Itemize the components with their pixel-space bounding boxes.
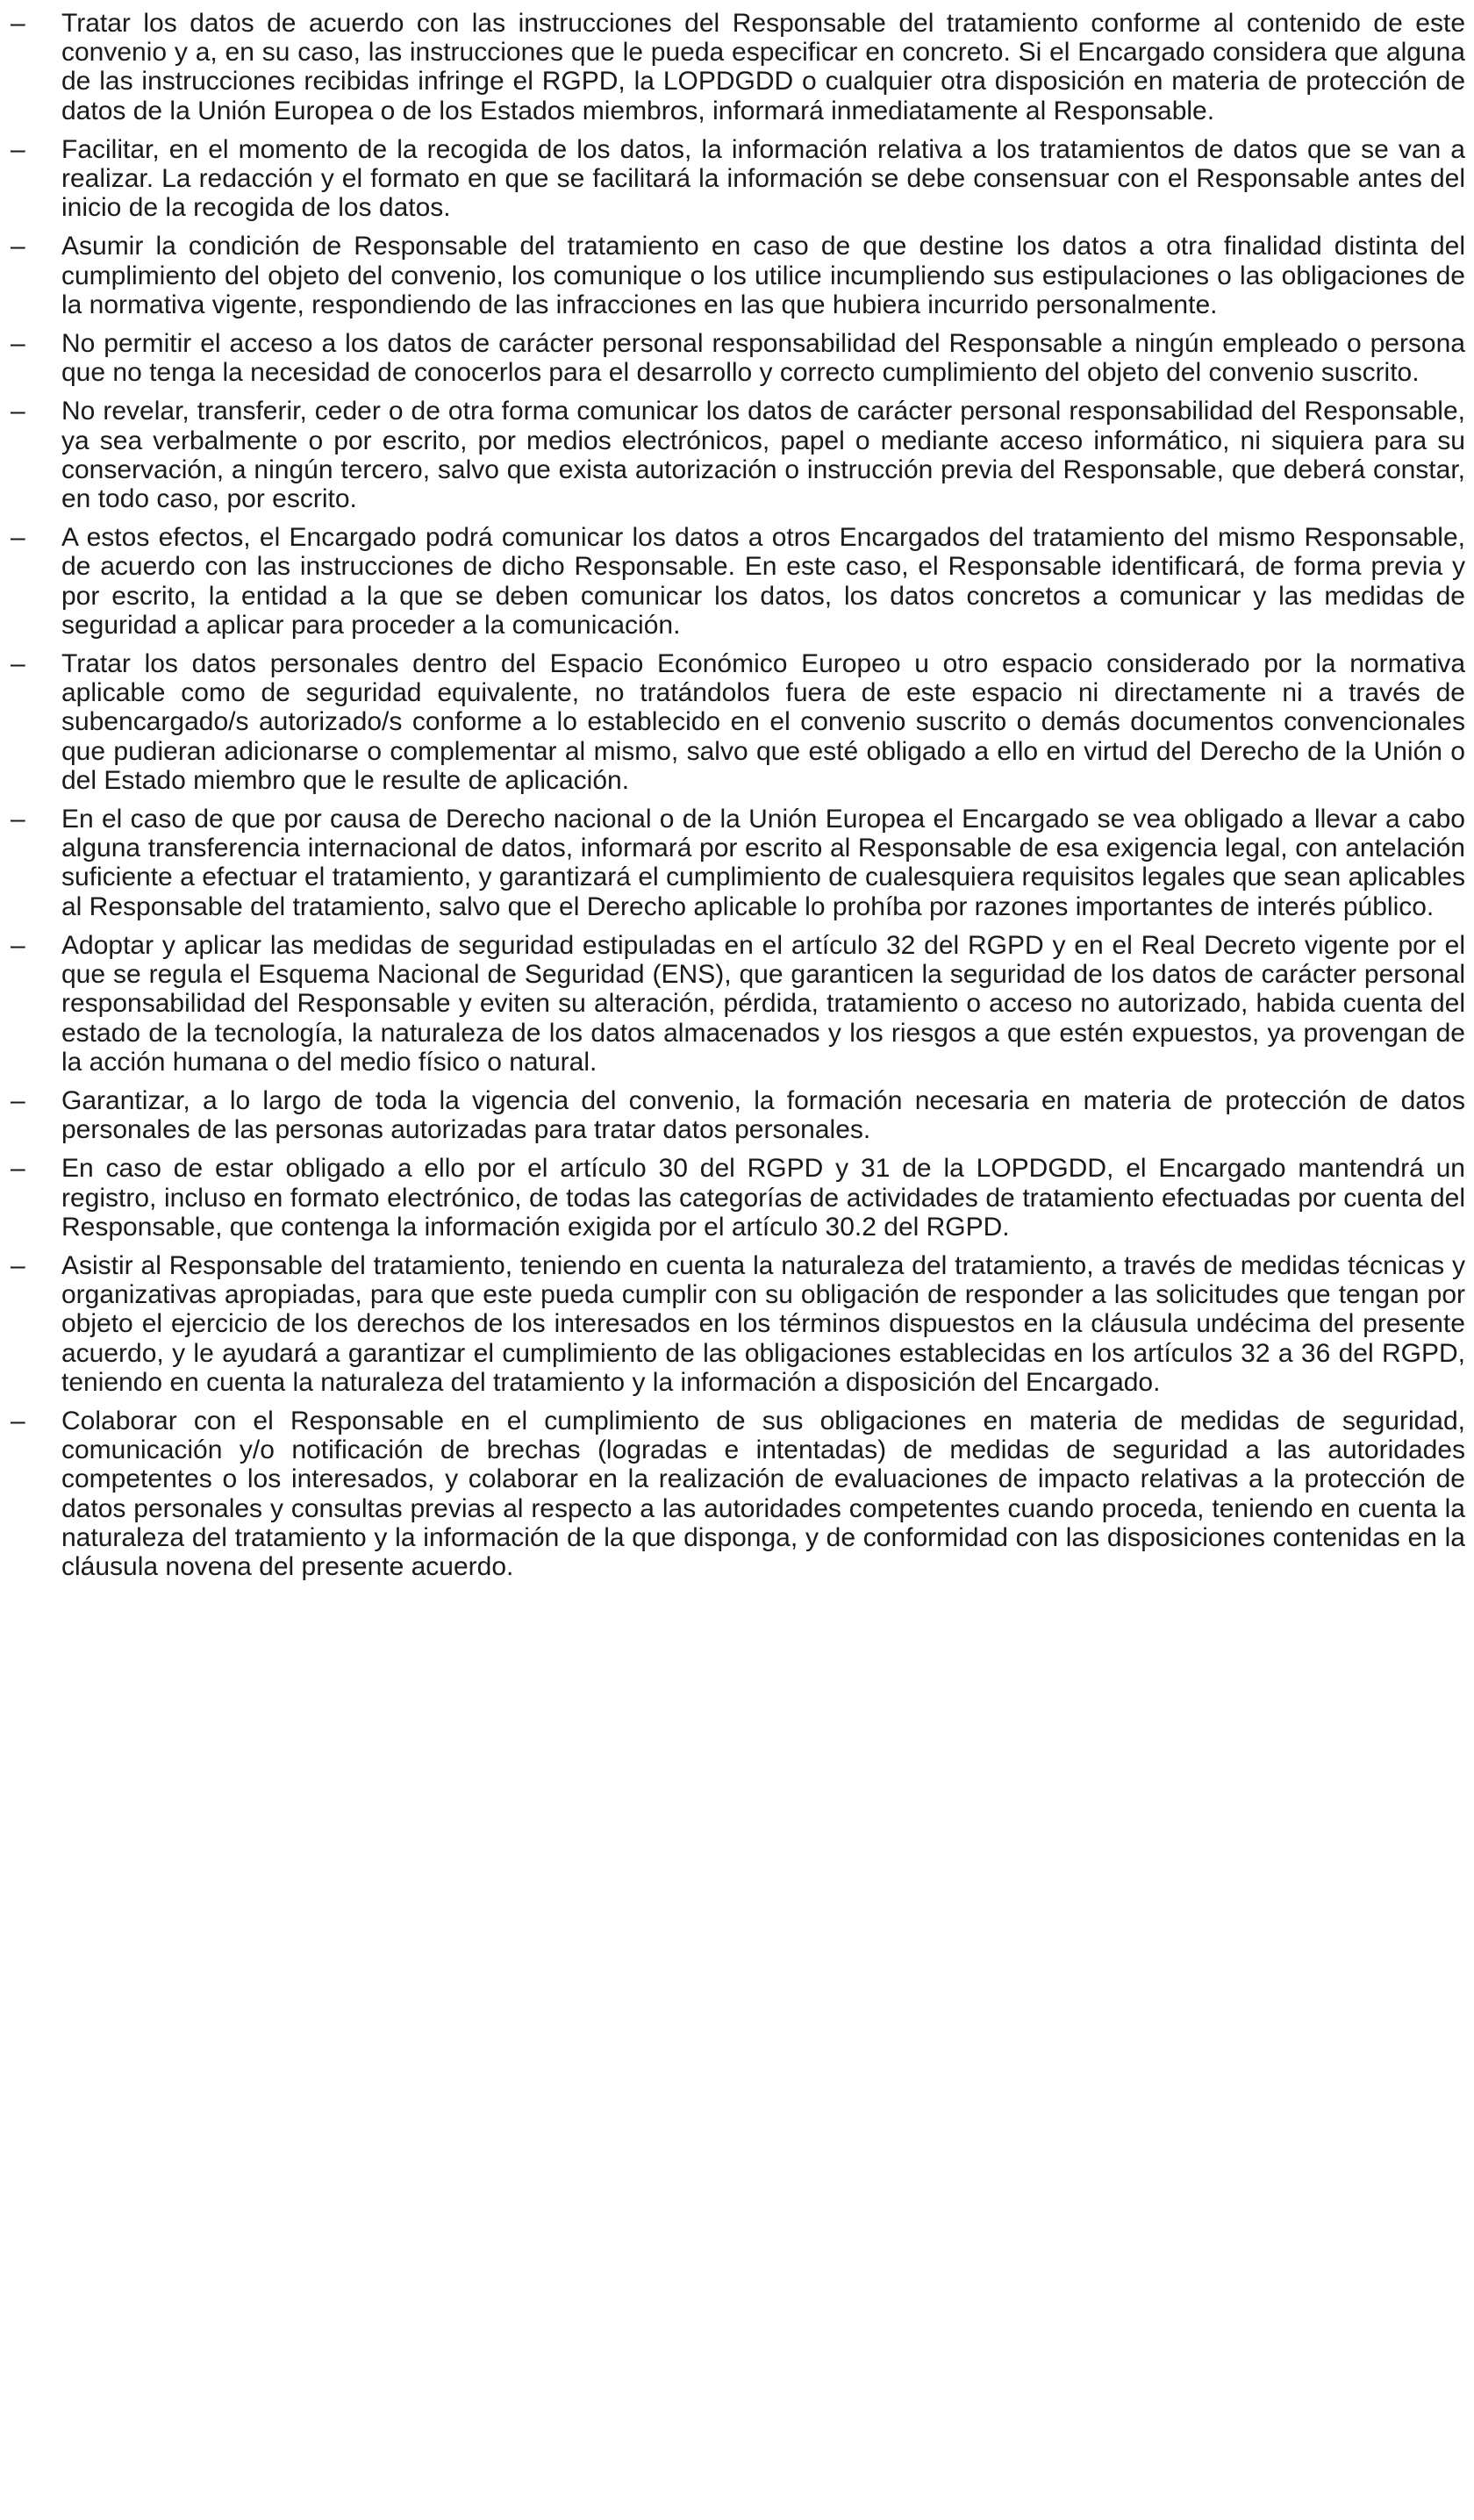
list-item-text: Tratar los datos personales dentro del Espacio Económico Europeo u otro espacio considerado por la normativa aplicable como de seguridad equivalente, no tratándolos fuera de este espacio ni directamente ni a través de subencargado/s autorizado/s conforme a lo establecido en el convenio suscrito o demás documentos convencionales que pudieran adicionarse o complementar al mismo, salvo que esté obligado a ello en virtud del Derecho de la Unión o del Estado miembro que le resulte de aplicación. [61,649,1465,795]
dash-bullet: – [11,1406,25,1435]
list-item-text: Asistir al Responsable del tratamiento, teniendo en cuenta la naturaleza del tratamiento, a través de medidas técnicas y organizativas apropiadas, para que este pueda cumplir con su obligación de responder a las solicitudes que tengan por objeto el ejercicio de los derechos de los interesados en los términos dispuestos en la cláusula undécima del presente acuerdo, y le ayudará a garantizar el cumplimiento de las obligaciones establecidas en los artículos 32 a 36 del RGPD, teniendo en cuenta la naturaleza del tratamiento y la información a disposición del Encargado. [61,1250,1465,1397]
list-item-text: A estos efectos, el Encargado podrá comunicar los datos a otros Encargados del tratamiento del mismo Responsable, de acuerdo con las instrucciones de dicho Responsable. En este caso, el Responsable identificará, de forma previa y por escrito, la entidad a la que se deben comunicar los datos, los datos concretos a comunicar y las medidas de seguridad a aplicar para proceder a la comunicación. [61,523,1465,640]
dash-bullet: – [11,1154,25,1184]
list-item-text: No permitir el acceso a los datos de carácter personal responsabilidad del Responsable a ningún empleado o persona que no tenga la necesidad de conocerlos para el desarrollo y correcto cumplimiento del objeto del convenio suscrito. [61,329,1465,388]
dash-bullet: – [11,329,25,359]
dash-bullet: – [11,397,25,426]
dash-bullet: – [11,9,25,38]
list-item [11,135,1465,223]
list-item-text: Asumir la condición de Responsable del tratamiento en caso de que destine los datos a otra finalidad distinta del cumplimiento del objeto del convenio, los comunique o los utilice incumpliendo sus estipulaciones o las obligaciones de la normativa vigente, respondiendo de las infracciones en las que hubiera incurrido personalmente. [61,232,1465,319]
dash-bullet: – [11,523,25,553]
list-item-text: No revelar, transferir, ceder o de otra forma comunicar los datos de carácter personal responsabilidad del Responsable, ya sea verbalmente o por escrito, por medios electrónicos, papel o mediante acceso informático, ni siquiera para su conservación, a ningún tercero, salvo que exista autorización o instrucción previa del Responsable, que deberá constar, en todo caso, por escrito. [61,397,1465,514]
dash-bullet: – [11,930,25,960]
dash-bullet: – [11,1085,25,1115]
list-item [11,9,1465,125]
list-item [11,1407,1465,1581]
dash-bullet: – [11,1250,25,1280]
list-item-text: Colaborar con el Responsable en el cumplimiento de sus obligaciones en materia de medidas de seguridad, comunicación y/o notificación de brechas (logradas e intentadas) de medidas de seguridad a las autoridades competentes o los interesados, y colaborar en la realización de evaluaciones de impacto relativas a la protección de datos personales y consultas previas al respecto a las autoridades competentes cuando proceda, teniendo en cuenta la naturaleza del tratamiento y la información de la que disponga, y de conformidad con las disposiciones contenidas en la cláusula novena del presente acuerdo. [61,1406,1465,1581]
dash-bullet: – [11,805,25,834]
list-item [11,1086,1465,1144]
dash-bullet: – [11,649,25,679]
list-item [11,649,1465,795]
list-item [11,523,1465,640]
list-item-text: Garantizar, a lo largo de toda la vigencia del convenio, la formación necesaria en materia de protección de datos personales de las personas autorizadas para tratar datos personales. [61,1085,1465,1145]
list-item [11,329,1465,387]
list-item [11,931,1465,1077]
obligations-list [11,9,1465,1591]
dash-bullet: – [11,232,25,261]
list-item [11,232,1465,319]
list-item [11,1154,1465,1242]
list-item-text: En el caso de que por causa de Derecho nacional o de la Unión Europea el Encargado se vea obligado a llevar a cabo alguna transferencia internacional de datos, informará por escrito al Responsable de esa exigencia legal, con antelación suficiente a efectuar el tratamiento, y garantizará el cumplimiento de cualesquiera requisitos legales que sean aplicables al Responsable del tratamiento, salvo que el Derecho aplicable lo prohíba por razones importantes de interés público. [61,805,1465,921]
list-item [11,1251,1465,1397]
list-item-text: Facilitar, en el momento de la recogida de los datos, la información relativa a los tratamientos de datos que se van a realizar. La redacción y el formato en que se facilitará la información se debe consensuar con el Responsable antes del inicio de la recogida de los datos. [61,134,1465,223]
list-item-text: Tratar los datos de acuerdo con las instrucciones del Responsable del tratamiento conforme al contenido de este convenio y a, en su caso, las instrucciones que le pueda especificar en concreto. Si el Encargado considera que alguna de las instrucciones recibidas infringe el RGPD, la LOPDGDD o cualquier otra disposición en materia de protección de datos de la Unión Europea o de los Estados miembros, informará inmediatamente al Responsable. [61,9,1465,125]
dash-bullet: – [11,134,25,164]
list-item [11,805,1465,921]
list-item-text: Adoptar y aplicar las medidas de seguridad estipuladas en el artículo 32 del RGPD y en el Real Decreto vigente por el que se regula el Esquema Nacional de Seguridad (ENS), que garanticen la seguridad de los datos de carácter personal responsabilidad del Responsable y eviten su alteración, pérdida, tratamiento o acceso no autorizado, habida cuenta del estado de la tecnología, la naturaleza de los datos almacenados y los riesgos a que estén expuestos, ya provengan de la acción humana o del medio físico o natural. [61,930,1465,1077]
list-item-text: En caso de estar obligado a ello por el artículo 30 del RGPD y 31 de la LOPDGDD, el Encargado mantendrá un registro, incluso en formato electrónico, de todas las categorías de actividades de tratamiento efectuadas por cuenta del Responsable, que contenga la información exigida por el artículo 30.2 del RGPD. [61,1154,1465,1242]
list-item [11,397,1465,513]
